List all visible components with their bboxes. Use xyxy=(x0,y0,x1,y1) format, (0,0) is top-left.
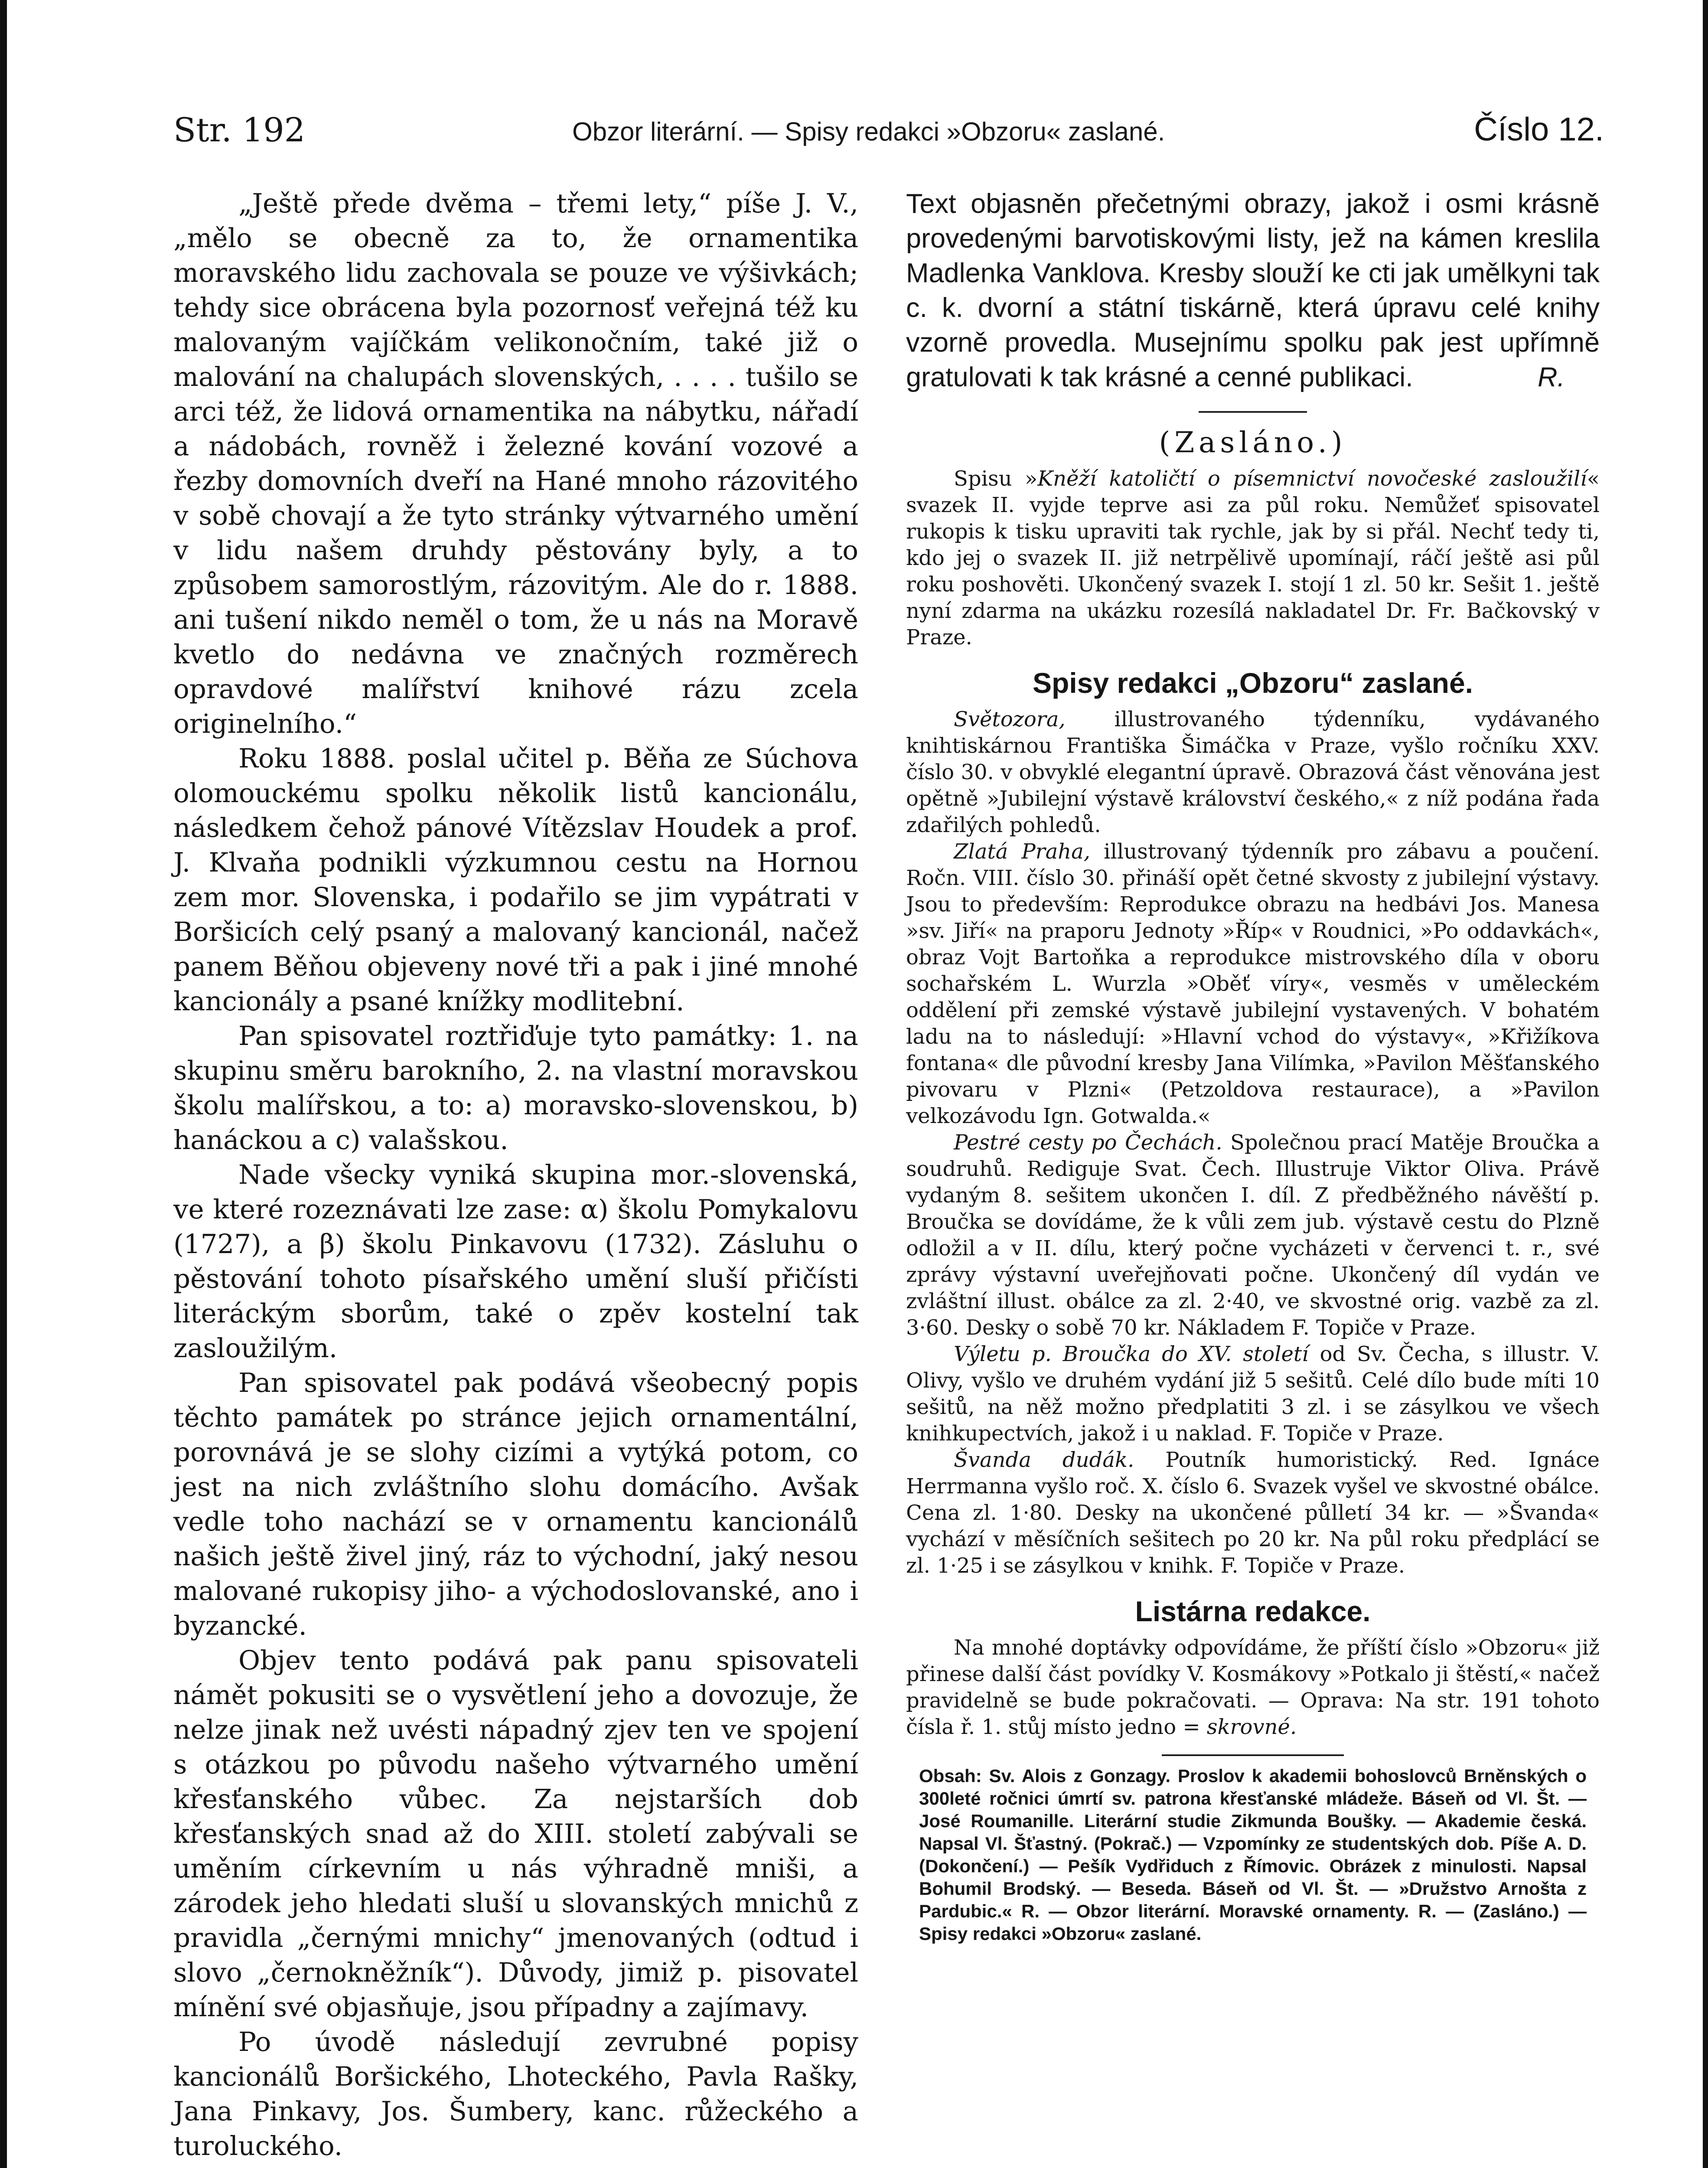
paragraph: Po úvodě následují zevrubné popisy kancionálů Boršického, Lhoteckého, Pavla Rašky, Jana Pinkavy, Jos. Šumbery, kanc. růžeckého a turoluckého. xyxy=(173,2027,858,2161)
scan-border-left xyxy=(0,0,7,2168)
review-text: Text objasněn přečetnými obrazy, jakož i osmi krásně provedenými barvotiskovými listy, jež na kámen kreslila Madlenka Vanklova. Kresby slouží ke cti jak umělkyni tak c. k. dvorní a státní tiskárně, která úpravu celé knihy vzorně provedla. Musejnímu spolku pak jest upřímně gratulovati k tak krásné a cenné publikaci. xyxy=(906,189,1600,392)
paragraph: „Ještě přede dvěma – třemi lety,“ píše J. V., „mělo se obecně za to, že ornamentika moravského lidu zachovala se pouze ve výšivkách; tehdy sice obrácena byla pozornosť veřejná též ku malovaným vajíčkám velikonočním, také již o malování na chalupách slovenských, . . . . tušilo se arci též, že lidová ornamentika na nábytku, nářadí a nádobách, rovněž i železné kování vozové a řezby domovních dveří na Hané mnoho rázovitého v sobě chovají a že tyto stránky výtvarného umění v lidu našem druhdy pěstovány byly, a to způsobem samorostlým, rázovitým. Ale do r. 1888. ani tušení nikdo neměl o tom, že u nás na Moravě kvetlo do nedávna ve značných rozměrech opravdové malířství knihové rázu zcela originelního.“ xyxy=(173,188,858,739)
zaslano-book-title: Kněží katoličtí o písemnictví novočeské zasloužilí xyxy=(1037,467,1587,491)
issue-number: Číslo 12. xyxy=(1474,111,1604,148)
scan-border-right xyxy=(1703,0,1708,2168)
running-title: Obzor literární. — Spisy redakci »Obzoru« zaslané. xyxy=(572,117,1165,146)
spisy-entry-text: illustrovaného týdenníku, vydávaného knihtiskárnou Františka Šimáčka v Praze, vyšlo ročníku XXV. číslo 30. v obvyklé elegantní úpravě. Obrazová část věnována jest opětně »Jubilejní výstavě království českého,« z níž podána řada zdařilých pohledů. xyxy=(906,707,1600,837)
spisy-entry xyxy=(906,1341,1600,1447)
paragraph: Pan spisovatel roztřiďuje tyto památky: 1. na skupinu směru barokního, 2. na vlastní moravskou školu malířskou, a to: a) moravsko-slovenskou, b) hanáckou a c) valašskou. xyxy=(173,1021,858,1156)
zaslano-notice xyxy=(906,466,1600,651)
review-conclusion xyxy=(906,186,1600,395)
listarna-body: Na mnohé doptávky odpovídáme, že příští číslo »Obzoru« již přinese další část povídky V. Kosmákovy »Potkalo ji štěstí,« načež pravidelně se bude pokračovati. — Oprava: Na str. 191 tohoto čísla ř. 1. stůj místo jedno xyxy=(906,1636,1600,1739)
section-divider xyxy=(1199,411,1307,413)
spisy-entry-title: Výletu p. Broučka do XV. století xyxy=(954,1342,1309,1366)
zaslano-lead: Spisu » xyxy=(954,467,1038,491)
right-column xyxy=(906,186,1600,1945)
spisy-entry-title: Světozora, xyxy=(954,707,1066,731)
spisy-entry xyxy=(906,706,1600,839)
listarna-correction: = skrovné. xyxy=(1176,1715,1297,1739)
spisy-heading: Spisy redakci „Obzoru“ zaslané. xyxy=(1032,667,1473,699)
spisy-entry-text: illustrovaný týdenník pro zábavu a poučení. Ročn. VIII. číslo 30. přináší opět četné skvosty z jubilejní výstavy. Jsou to především: Reprodukce obrazu na hedbávi Jos. Manesa »sv. Jiří« na praporu Jednoty »Říp« v Roudnici, »Po oddavkách«, obraz Vojt Bartoňka a reprodukce mistrovského díla v oboru sochařském L. Wurzla »Oběť víry«, vesměs v uměleckém oddělení při zemské výstavě jubilejní vystavených. V bohatém ladu na to následují: »Hlavní vchod do výstavy«, »Křižíkova fontana« dle původní kresby Jana Vilímka, »Pavilon Měšťanského pivovaru v Plzni« (Petzoldova restaurace), a »Pavilon velkozávodu Ign. Gotwalda.« xyxy=(906,839,1600,1128)
listarna-heading: Listárna redakce. xyxy=(1135,1595,1371,1627)
left-column xyxy=(173,186,858,2164)
paragraph: Roku 1888. poslal učitel p. Běňa ze Súchova olomouckému spolku několik listů kancionálu, následkem čehož pánové Vítězslav Houdek a prof. J. Klvaňa podnikli výzkumnou cestu na Hornou zem mor. Slovenska, i podařilo se jim vypátrati v Boršicích celý psaný a malovaný kancionál, načež panem Běňou objeveny nové tři a pak i jiné mnohé kancionály a psané knížky modlitební. xyxy=(173,743,858,1017)
listarna-text xyxy=(906,1635,1600,1740)
spisy-entry-text: Poutník humoristický. Red. Ignáce Herrmanna vyšlo roč. X. číslo 6. Svazek vyšel ve skvostné obálce. Cena zl. 1·80. Desky na ukončené půlletí 34 kr. — »Švanda« vychází v měsíčních sešitech po 20 kr. Na půl roku předplácí se zl. 1·25 i se zásylkou v knihk. F. Topiče v Praze. xyxy=(906,1448,1600,1578)
spisy-entry xyxy=(906,1130,1600,1341)
page-header xyxy=(173,111,1604,163)
spisy-entry xyxy=(906,839,1600,1130)
page-number: Str. 192 xyxy=(173,111,305,149)
spisy-entry-title: Pestré cesty po Čechách. xyxy=(954,1130,1222,1155)
spisy-entry xyxy=(906,1447,1600,1579)
spisy-entry-text: od Sv. Čecha, s illustr. V. Olivy, vyšlo ve druhém vydání již 5 sešitů. Celé dílo bude míti 10 sešitů, na něž možno předplatiti 3 zl. i se zásylkou ve všech knihkupectvích, jakož i u naklad. F. Topiče v Praze. xyxy=(906,1342,1600,1446)
spisy-entry-title: Zlatá Praha, xyxy=(954,839,1091,864)
zaslano-heading: (Zasláno.) xyxy=(1159,426,1347,459)
spisy-entry-text: Společnou prací Matěje Broučka a soudruhů. Rediguje Svat. Čech. Illustruje Viktor Oliva. Právě vydaným 8. sešitem ukončen I. díl. Z předběžného návěští p. Broučka se dovídáme, že k vůli zem jub. výstavě cestu do Plzně odložil a v II. dílu, který počne vycházeti v červenci t. r., své zprávy výstavní uveřejňovati počne. Ukončený díl vydán ve zvláštní illust. obálce za zl. 2·40, ve skvostné orig. vazbě za zl. 3·60. Desky o sobě 70 kr. Nákladem F. Topiče v Praze. xyxy=(906,1130,1600,1340)
paragraph: Nade všecky vyniká skupina mor.-slovenská, ve které rozeznávati lze zase: α) školu Pomykalovu (1727), a β) školu Pinkavovu (1732). Zásluhu o pěstování tohoto písařského umění sluší přičísti literáckým sborům, také o zpěv kostelní tak zasloužilým. xyxy=(173,1159,858,1364)
paragraph: Objev tento podává pak panu spisovateli námět pokusiti se o vysvětlení jeho a dovozuje, že nelze jinak než uvésti nápadný zjev ten ve spojení s otázkou po původu našeho výtvarného umění křesťanského vůbec. Za nejstarších dob křesťanských snad až do XIII. století zabývali se uměním církevním u nás výhradně mniši, a zárodek jeho hledati sluší u slovanských mnichů z pravidla „černými mnichy“ jmenovaných (odtud i slovo „černokněžník“). Důvody, jimiž p. pisovatel mínění své objasňuje, jsou případny a zajímavy. xyxy=(173,1645,858,2023)
spisy-entry-title: Švanda dudák. xyxy=(954,1448,1134,1472)
contents-divider xyxy=(1162,1754,1344,1756)
review-signature: R. xyxy=(1538,362,1565,392)
zaslano-text: « svazek II. vyjde teprve asi za půl roku. Nemůžeť spisovatel rukopis k tisku upraviti tak rychle, jak by si přál. Nechť tedy ti, kdo jej o svazek II. již netrpělivě upomínají, ráčí ještě asi půl roku poshověti. Ukončený svazek I. stojí 1 zl. 50 kr. Sešit 1. ještě nyní zdarma na ukázku rozesílá nakladatel Dr. Fr. Bačkovský v Praze. xyxy=(906,467,1600,650)
table-of-contents: Obsah: Sv. Alois z Gonzagy. Proslov k akademii bohoslovců Brněnských o 300leté ročnici úmrtí sv. patrona křesťanské mládeže. Báseň od Vl. Št. — José Roumanille. Literární studie Zikmunda Boušky. — Akademie česká. Napsal Vl. Šťastný. (Pokrač.) — Vzpomínky ze studentských dob. Píše A. D. (Dokončení.) — Pešík Vydřiduch z Římovic. Obrázek z minulosti. Napsal Bohumil Brodský. — Beseda. Báseň od Vl. Št. — »Družstvo Arnošta z Pardubic.« R. — Obzor literární. Moravské ornamenty. R. — (Zasláno.) — Spisy redakci »Obzoru« zaslané. xyxy=(919,1766,1587,1944)
paragraph: Pan spisovatel pak podává všeobecný popis těchto památek po stránce jejich ornamentální, porovnává je se slohy cizími a vytýká potom, co jest na nich zvláštního slohu domácího. Avšak vedle toho nachází se v ornamentu kancionálů našich ještě živel jiný, ráz to východní, jaký nesou malované rukopisy jiho- a východoslovanské, ano i byzancké. xyxy=(173,1368,858,1641)
